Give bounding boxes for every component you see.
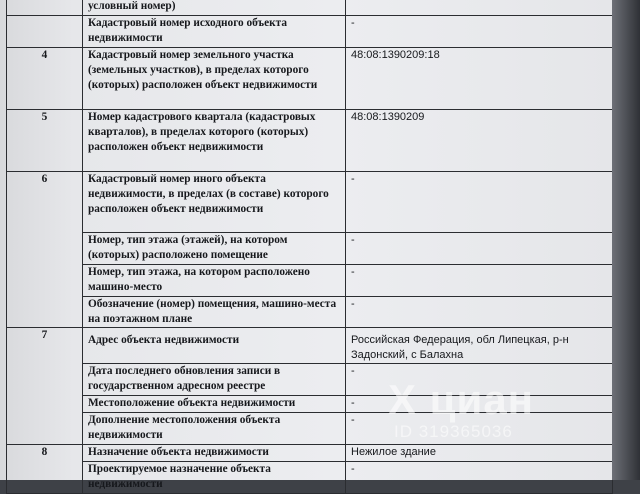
row-number: 4 — [7, 48, 83, 110]
table-row — [7, 16, 613, 48]
row-value: - — [346, 233, 613, 265]
table-row — [7, 233, 613, 265]
background-edge — [612, 0, 640, 480]
table-row — [7, 328, 613, 364]
row-value: - — [346, 396, 613, 413]
row-label: Номер, тип этажа, на котором расположено машино-место — [83, 265, 346, 297]
row-value: - — [346, 364, 613, 396]
row-label: условный номер) — [83, 0, 346, 16]
row-value: - — [346, 413, 613, 445]
row-value: - — [346, 172, 613, 233]
table-row — [7, 396, 613, 413]
row-number-cell — [7, 0, 83, 16]
row-number: 6 — [7, 172, 83, 328]
table-row — [7, 265, 613, 297]
row-label: Проектируемое назначение объекта недвижимости — [83, 462, 346, 494]
watermark-id: ID 319365036 — [394, 422, 513, 441]
table-row — [7, 445, 613, 462]
row-number: 7 — [7, 328, 83, 445]
row-label: Кадастровый номер иного объекта недвижимости, в пределах (в составе) которого расположен объект недвижимости — [83, 172, 346, 233]
row-value: - — [346, 265, 613, 297]
row-label: Адрес объекта недвижимости — [83, 328, 346, 364]
table-row — [7, 364, 613, 396]
row-label: Номер, тип этажа (этажей), на котором (которых) расположено помещение — [83, 233, 346, 265]
row-value: Российская Федерация, обл Липецкая, р-н Задонский, с Балахна — [346, 328, 613, 364]
row-label: Обозначение (номер) помещения, машино-места на поэтажном плане — [83, 297, 346, 328]
row-label: Дополнение местоположения объекта недвижимости — [83, 413, 346, 445]
row-value: Нежилое здание — [346, 445, 613, 462]
property-info-table — [6, 0, 613, 494]
row-number: 5 — [7, 110, 83, 172]
table-row — [7, 297, 613, 328]
table-row — [7, 110, 613, 172]
table-row — [7, 48, 613, 110]
row-value: - — [346, 297, 613, 328]
row-value: 48:08:1390209:18 — [346, 48, 613, 110]
row-label: Номер кадастрового квартала (кадастровых кварталов), в пределах которого (которых) расположен объект недвижимости — [83, 110, 346, 172]
row-value — [346, 0, 613, 16]
row-label: Кадастровый номер исходного объекта недвижимости — [83, 16, 346, 48]
watermark-logo: Х циан — [388, 376, 535, 423]
row-value: - — [346, 16, 613, 48]
table-row — [7, 462, 613, 494]
row-number: 8 — [7, 445, 83, 494]
row-number-cell — [7, 16, 83, 48]
row-value: - — [346, 462, 613, 494]
table-row — [7, 0, 613, 16]
table-row — [7, 413, 613, 445]
row-label: Назначение объекта недвижимости — [83, 445, 346, 462]
row-value: 48:08:1390209 — [346, 110, 613, 172]
row-label: Местоположение объекта недвижимости — [83, 396, 346, 413]
row-label: Кадастровый номер земельного участка (земельных участков), в пределах которого (которых) расположен объект недвижимости — [83, 48, 346, 110]
table-row — [7, 172, 613, 233]
row-label: Дата последнего обновления записи в государственном адресном реестре — [83, 364, 346, 396]
